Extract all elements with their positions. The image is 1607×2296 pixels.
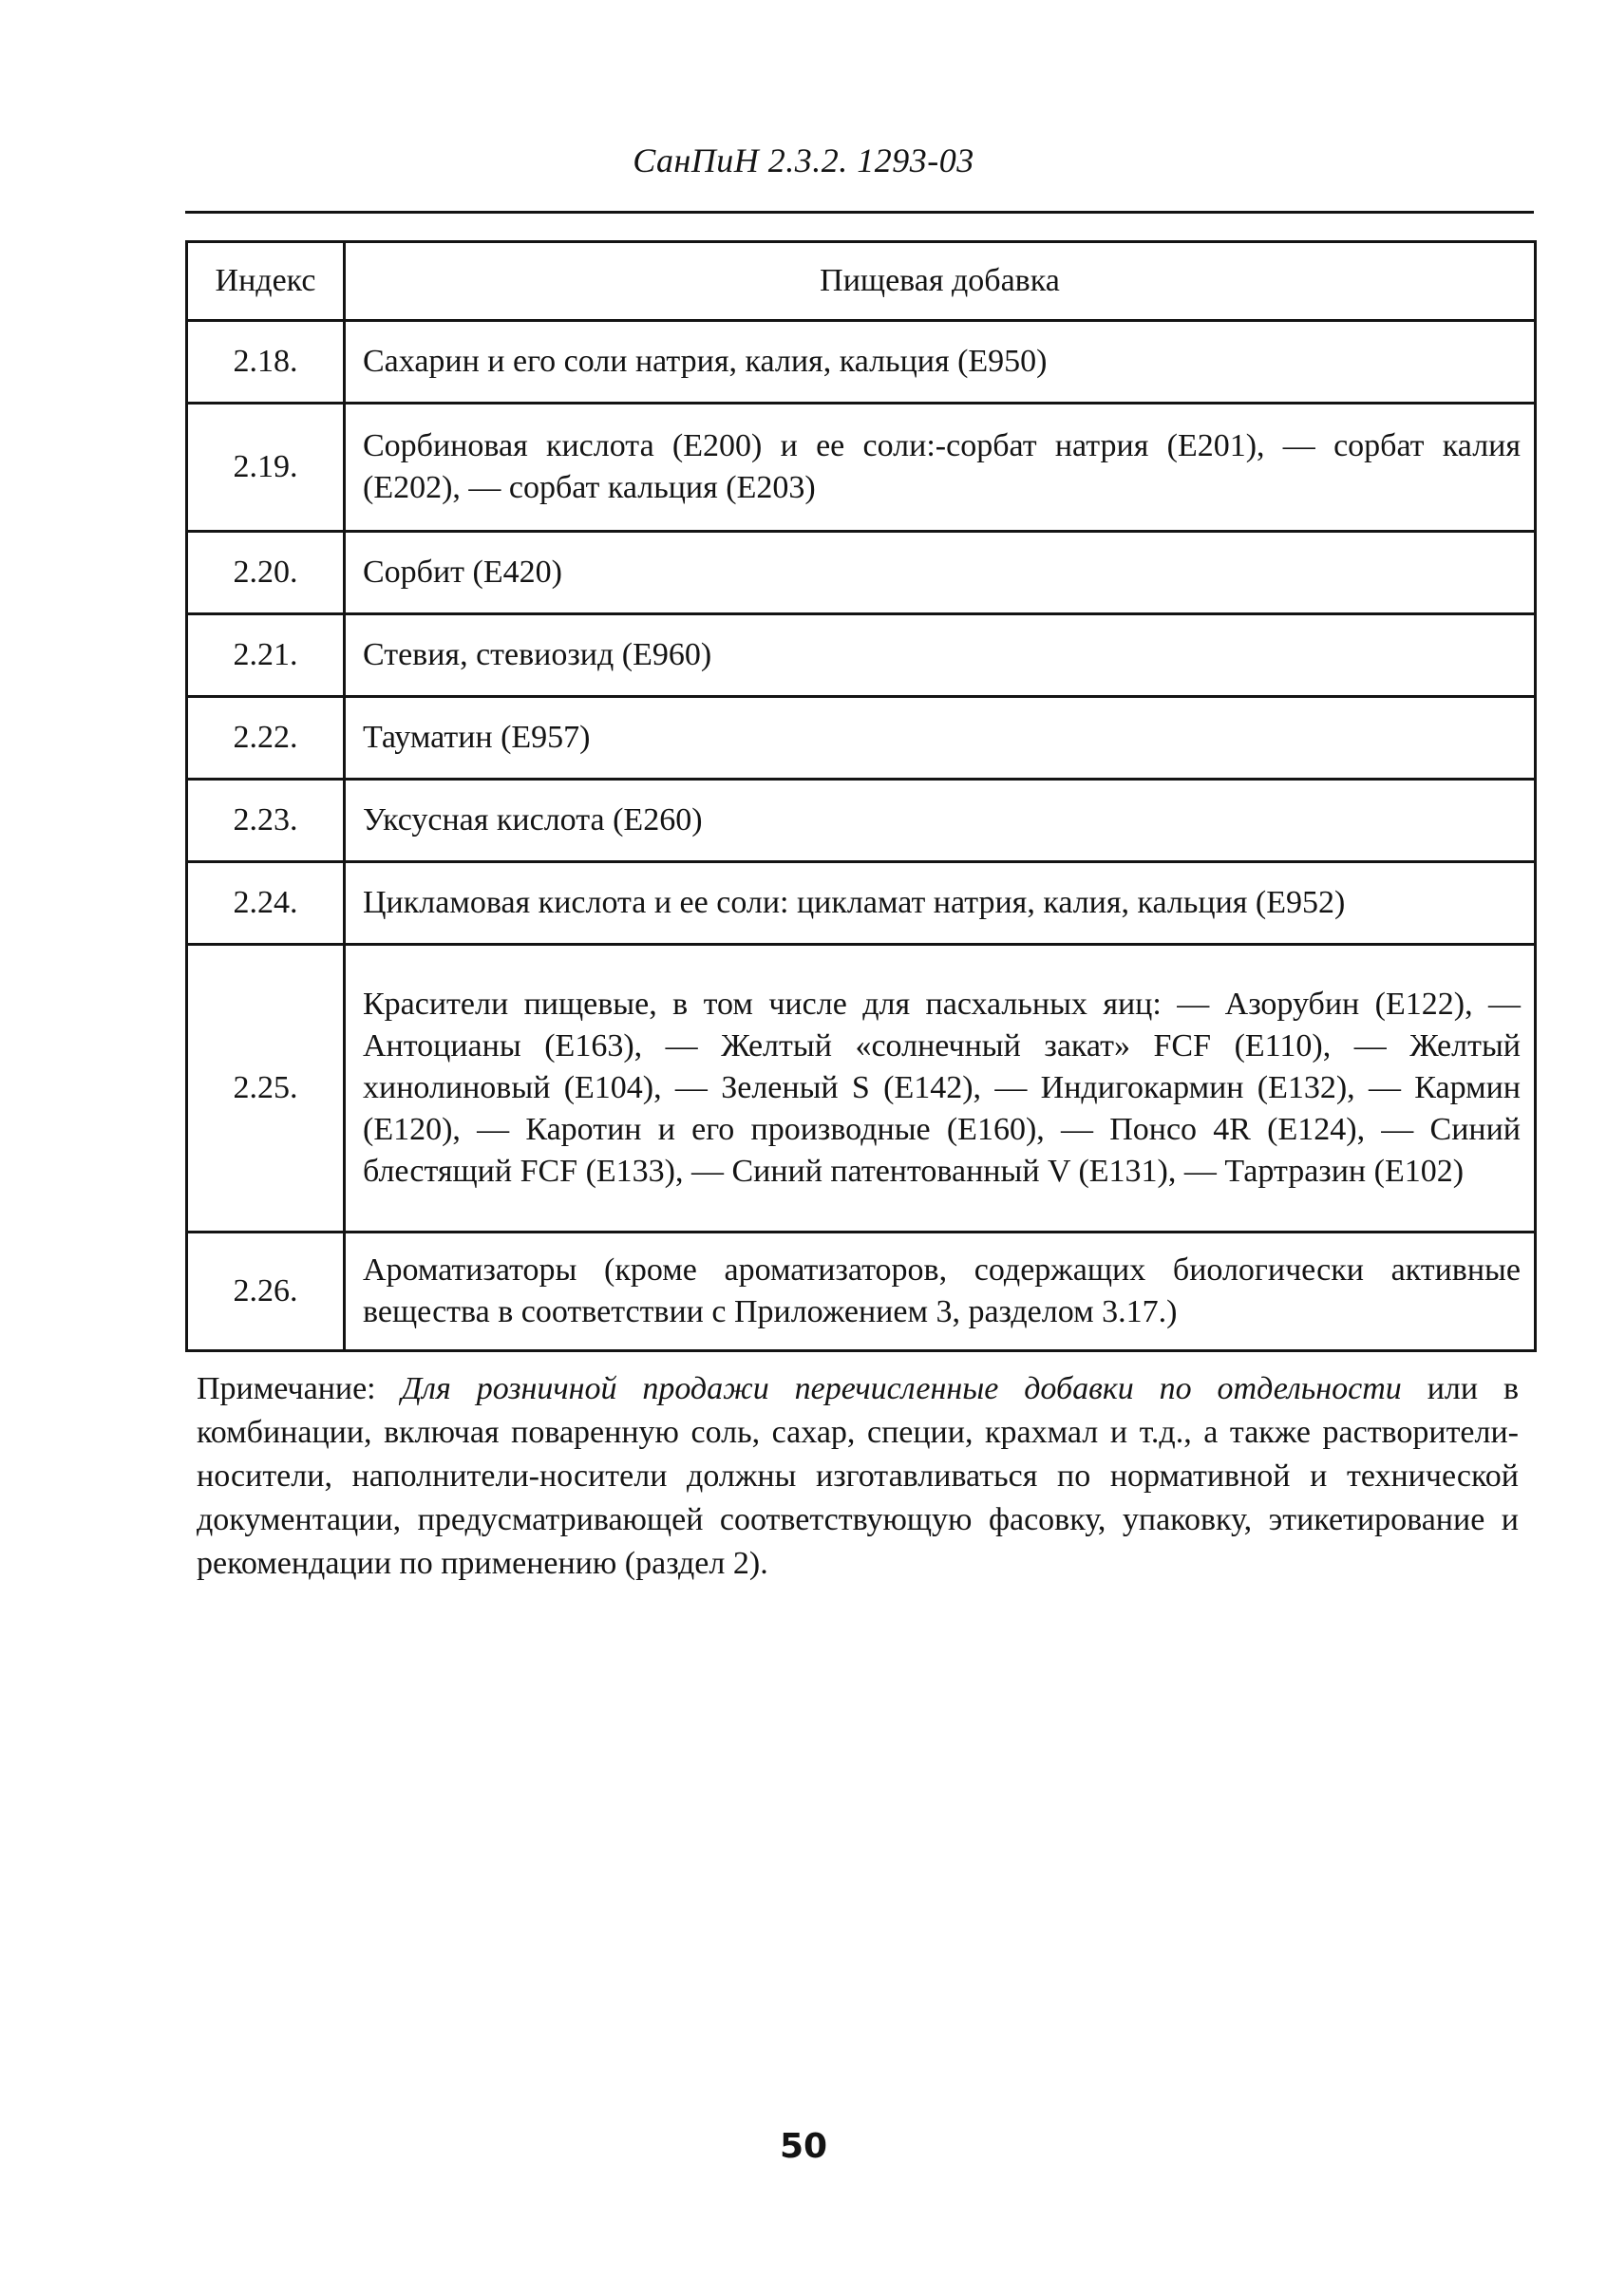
row-index: 2.19.: [187, 404, 345, 532]
row-index: 2.24.: [187, 862, 345, 945]
row-additive: Ароматизаторы (кроме ароматизаторов, содержащих биологически активные вещества в соответствии с Приложением 3, разделом 3.17.): [345, 1233, 1536, 1351]
running-header: СанПиН 2.3.2. 1293-03: [633, 141, 974, 179]
row-additive: Уксусная кислота (Е260): [345, 780, 1536, 862]
row-additive: Сорбиновая кислота (Е200) и ее соли:-сорбат натрия (Е201), — сорбат калия (Е202), — сорбат кальция (Е203): [345, 404, 1536, 532]
row-additive: Сахарин и его соли натрия, калия, кальция (Е950): [345, 321, 1536, 404]
table-row: [187, 945, 1536, 1233]
row-index: 2.18.: [187, 321, 345, 404]
table-row: [187, 1233, 1536, 1351]
row-index: 2.26.: [187, 1233, 345, 1351]
header-index: Индекс: [187, 242, 345, 321]
row-index: 2.23.: [187, 780, 345, 862]
note-text: или в комбинации, включая поваренную соль, сахар, специи, крахмал и т.д., а также растворители-носители, наполнители-носители должны изготавливаться по нормативной и технической документации, предусматривающей соответствующую фасовку, упаковку, этикетирование и рекомендации по применению (раздел 2).: [197, 1371, 1520, 1581]
row-index: 2.25.: [187, 945, 345, 1233]
row-index: 2.22.: [187, 697, 345, 780]
food-additives-table: [185, 240, 1537, 1352]
table-row: [187, 780, 1536, 862]
table-row: [187, 532, 1536, 614]
header-additive: Пищевая добавка: [345, 242, 1536, 321]
footnote: [197, 1367, 1519, 1586]
row-index: 2.21.: [187, 614, 345, 697]
row-additive: Красители пищевые, в том числе для пасхальных яиц: — Азорубин (Е122), — Антоцианы (Е163), — Желтый «солнечный закат» FCF (Е110), — Желтый хинолиновый (Е104), — Зеленый S (Е142), — Индигокармин (Е132), — Кармин (Е120), — Каротин и его производные (Е160), — Понсо 4R (Е124), — Синий блестящий FCF (Е133), — Синий патентованный V (Е131), — Тартразин (Е102): [345, 945, 1536, 1233]
table-header-row: [187, 242, 1536, 321]
row-index: 2.20.: [187, 532, 345, 614]
table-row: [187, 697, 1536, 780]
page-number: 50: [779, 2127, 828, 2166]
table-row: [187, 614, 1536, 697]
table-row: [187, 404, 1536, 532]
note-label: Примечание:: [197, 1371, 376, 1406]
table-row: [187, 321, 1536, 404]
row-additive: Стевия, стевиозид (Е960): [345, 614, 1536, 697]
note-emphasis: Для розничной продажи перечисленные добавки по отдельности: [401, 1371, 1402, 1406]
row-additive: Тауматин (Е957): [345, 697, 1536, 780]
header-rule: [185, 211, 1534, 214]
table-row: [187, 862, 1536, 945]
row-additive: Цикламовая кислота и ее соли: цикламат натрия, калия, кальция (Е952): [345, 862, 1536, 945]
row-additive: Сорбит (Е420): [345, 532, 1536, 614]
